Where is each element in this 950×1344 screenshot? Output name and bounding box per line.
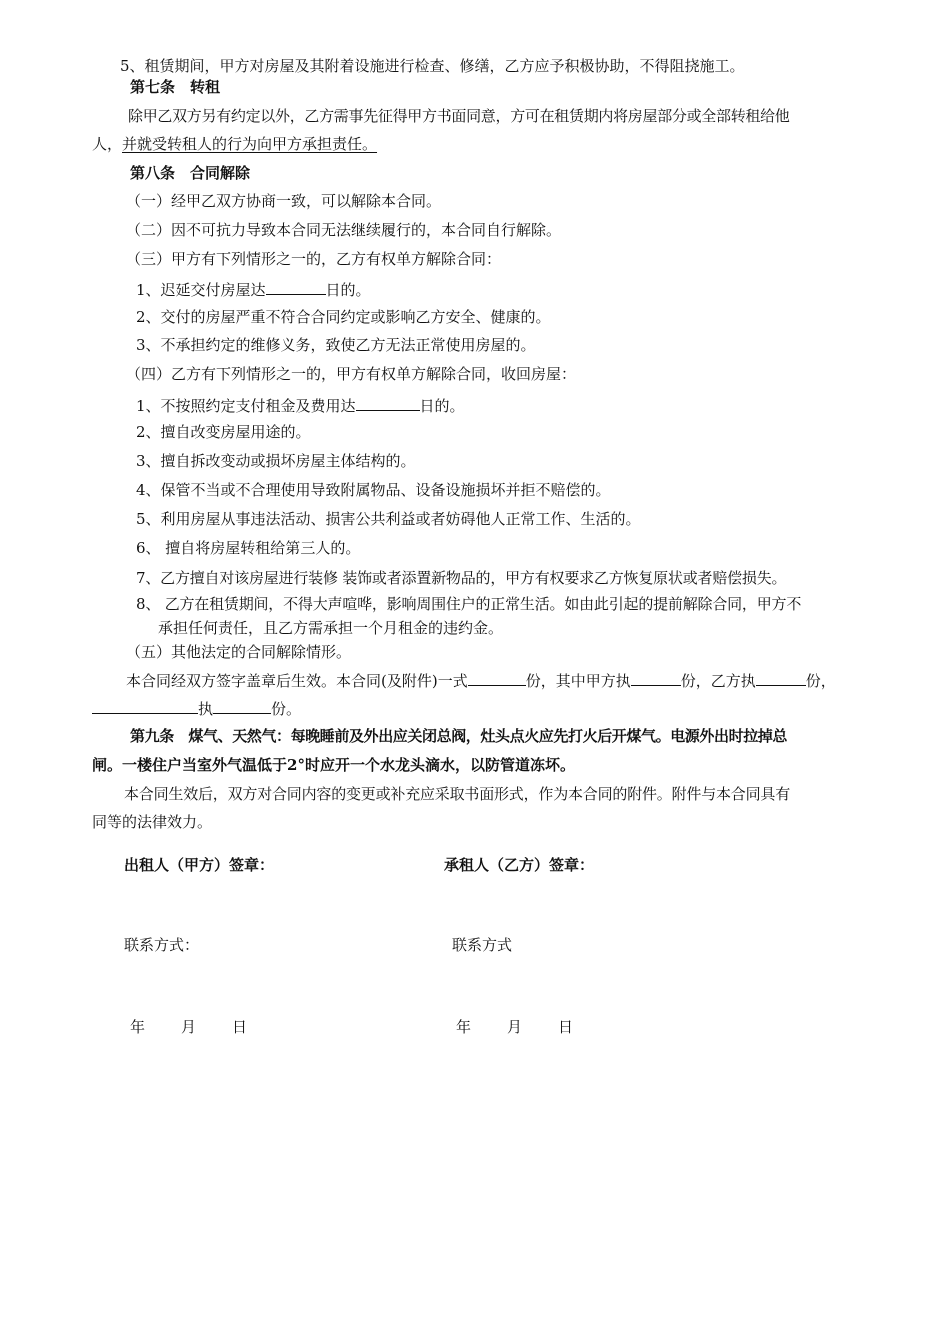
amendment-line2: 同等的法律效力。 bbox=[92, 813, 213, 831]
item4-1-suffix: 日的。 bbox=[419, 397, 465, 415]
effect-part6: 份。 bbox=[271, 700, 302, 718]
lessor-signature-label: 出租人（甲方）签章： bbox=[124, 856, 275, 874]
copies-other-blank[interactable] bbox=[213, 697, 271, 714]
lessee-year: 年 bbox=[456, 1018, 472, 1036]
lessor-year: 年 bbox=[130, 1018, 146, 1036]
clause8-item3-2: 2、交付的房屋严重不符合合同约定或影响乙方安全、健康的。 bbox=[136, 308, 551, 326]
clause8-item4: （四）乙方有下列情形之一的，甲方有权单方解除合同，收回房屋： bbox=[126, 365, 577, 383]
clause8-item4-1 bbox=[136, 394, 465, 416]
lessor-day: 日 bbox=[232, 1018, 248, 1036]
effect-part1: 本合同经双方签字盖章后生效。本合同(及附件)一式 bbox=[126, 672, 468, 690]
effect-part2: 份，其中甲方执 bbox=[525, 672, 631, 690]
effect-part4: 份， bbox=[805, 672, 836, 690]
effect-part3: 份，乙方执 bbox=[680, 672, 756, 690]
amendment-line1: 本合同生效后，双方对合同内容的变更或补充应采取书面形式，作为本合同的附件。附件与本合同具有 bbox=[124, 785, 791, 803]
clause8-item2: （二）因不可抗力导致本合同无法继续履行的，本合同自行解除。 bbox=[126, 221, 562, 239]
delay-days-blank[interactable] bbox=[266, 278, 326, 295]
effect-line1 bbox=[126, 669, 836, 691]
clause8-item5: （五）其他法定的合同解除情形。 bbox=[126, 643, 352, 661]
clause8-item3: （三）甲方有下列情形之一的，乙方有权单方解除合同： bbox=[126, 250, 502, 268]
clause8-item3-3: 3、不承担约定的维修义务，致使乙方无法正常使用房屋的。 bbox=[136, 336, 536, 354]
clause8-item4-8-line1: 8、 乙方在租赁期间，不得大声喧哗，影响周围住户的正常生活。如由此引起的提前解除合同，甲方不 bbox=[136, 595, 802, 613]
clause7-line1: 除甲乙双方另有约定以外，乙方需事先征得甲方书面同意，方可在租赁期内将房屋部分或全部转租给他 bbox=[128, 107, 790, 125]
clause8-item1: （一）经甲乙双方协商一致，可以解除本合同。 bbox=[126, 192, 442, 210]
clause7-heading: 第七条 转租 bbox=[130, 78, 221, 96]
lessor-month: 月 bbox=[181, 1018, 197, 1036]
copies-lessee-blank[interactable] bbox=[756, 669, 806, 686]
lessor-contact-label: 联系方式： bbox=[124, 936, 200, 954]
clause8-item4-8-line2: 承担任何责任，且乙方需承担一个月租金的违约金。 bbox=[158, 619, 504, 637]
lessor-date bbox=[130, 1017, 247, 1037]
clause7-line2-prefix: 人， bbox=[92, 135, 123, 153]
clause9-line1: 第九条 煤气、天然气：每晚睡前及外出应关闭总阀，灶头点火应先打火后开煤气。电源外出时拉掉总 bbox=[130, 727, 788, 745]
rent-overdue-days-blank[interactable] bbox=[356, 394, 420, 411]
clause8-heading: 第八条 合同解除 bbox=[130, 164, 251, 182]
lessee-month: 月 bbox=[507, 1018, 523, 1036]
clause8-item4-3: 3、擅自拆改变动或损坏房屋主体结构的。 bbox=[136, 452, 416, 470]
clause8-item4-7: 7、乙方擅自对该房屋进行装修 装饰或者添置新物品的，甲方有权要求乙方恢复原状或者赔偿损失。 bbox=[136, 569, 787, 587]
copies-total-blank[interactable] bbox=[468, 669, 526, 686]
lessee-signature-label: 承租人（乙方）签章： bbox=[444, 856, 595, 874]
clause6-item5: 5、租赁期间，甲方对房屋及其附着设施进行检查、修缮，乙方应予积极协助，不得阻挠施工。 bbox=[120, 57, 745, 75]
copies-lessor-blank[interactable] bbox=[631, 669, 681, 686]
clause7-line2-underlined: 并就受转租人的行为向甲方承担责任。 bbox=[122, 135, 378, 153]
other-party-blank[interactable] bbox=[92, 697, 198, 714]
clause8-item4-6: 6、 擅自将房屋转租给第三人的。 bbox=[136, 539, 361, 557]
clause8-item4-4: 4、保管不当或不合理使用导致附属物品、设备设施损坏并拒不赔偿的。 bbox=[136, 481, 611, 499]
effect-line2 bbox=[92, 697, 301, 719]
item3-1-prefix: 1、迟延交付房屋达 bbox=[136, 281, 266, 299]
item4-1-prefix: 1、不按照约定支付租金及费用达 bbox=[136, 397, 356, 415]
clause9-line2: 闸。一楼住户当室外气温低于2°时应开一个水龙头滴水，以防管道冻坏。 bbox=[92, 756, 575, 774]
lessee-date bbox=[456, 1017, 573, 1037]
item3-1-suffix: 日的。 bbox=[325, 281, 371, 299]
clause8-item4-2: 2、擅自改变房屋用途的。 bbox=[136, 423, 311, 441]
effect-part5: 执 bbox=[198, 700, 214, 718]
clause8-item3-1 bbox=[136, 278, 371, 300]
lessee-contact-label: 联系方式 bbox=[452, 936, 513, 954]
lessee-day: 日 bbox=[558, 1018, 574, 1036]
clause8-item4-5: 5、利用房屋从事违法活动、损害公共利益或者妨碍他人正常工作、生活的。 bbox=[136, 510, 641, 528]
clause7-line2 bbox=[92, 134, 377, 154]
